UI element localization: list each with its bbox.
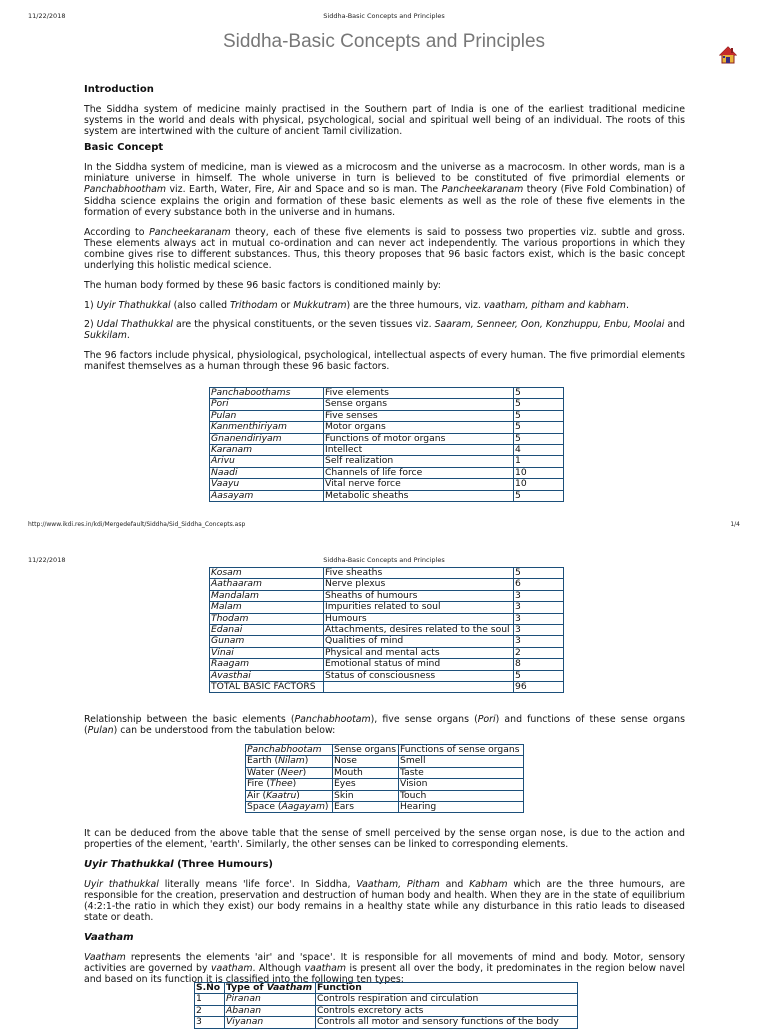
vaatham-function-cell: Controls excretory acts	[316, 1005, 578, 1016]
table-row	[195, 1005, 578, 1016]
sense-function-cell: Hearing	[399, 802, 524, 813]
factor-name-cell: Vinai	[210, 647, 324, 658]
sense-organ-cell: Nose	[333, 756, 399, 767]
table-row	[210, 602, 564, 613]
factor-description-cell: Status of consciousness	[324, 670, 514, 681]
humours-paragraph: Uyir thathukkal literally means 'life force'. In Siddha, Vaatham, Pitham and Kabham which are the three humours, are responsible for the creation, preservation and destruction of human body and health. When they are in the state of equilibrium (4:2:1-the ratio in which they exist) our body remains in a healthy state while any disturbance in this ratio leads to diseased state or death.	[84, 878, 685, 924]
basic-paragraph-3: The human body formed by these 96 basic factors is conditioned mainly by:	[84, 279, 441, 291]
sno-cell: 2	[195, 1005, 225, 1016]
factor-count-cell: 5	[514, 433, 564, 444]
factor-description-cell: Self realization	[324, 456, 514, 467]
factor-count-cell: 10	[514, 467, 564, 478]
factor-name-cell: Raagam	[210, 659, 324, 670]
factor-name-cell: Malam	[210, 602, 324, 613]
table-row	[210, 467, 564, 478]
sense-table-header-row	[246, 745, 524, 756]
footer-page-number: 1/4	[730, 521, 740, 528]
factor-description-cell: Five elements	[324, 388, 514, 399]
factor-description-cell: Sense organs	[324, 399, 514, 410]
factor-description-cell: Motor organs	[324, 422, 514, 433]
table-row	[210, 579, 564, 590]
factor-name-cell: Panchaboothams	[210, 388, 324, 399]
factor-name-cell: Mandalam	[210, 590, 324, 601]
col-functions-header: Functions of sense organs	[399, 745, 524, 756]
table-row	[210, 613, 564, 624]
factor-count-cell: 3	[514, 602, 564, 613]
factor-name-cell: Kosam	[210, 568, 324, 579]
vaatham-type-cell: Abanan	[225, 1005, 316, 1016]
sense-function-cell: Vision	[399, 779, 524, 790]
factor-description-cell: Attachments, desires related to the soul	[324, 625, 514, 636]
factor-count-cell: 5	[514, 410, 564, 421]
table-row	[210, 670, 564, 681]
factor-count-cell: 3	[514, 613, 564, 624]
vaatham-type-cell: Piranan	[225, 994, 316, 1005]
factor-description-cell: Functions of motor organs	[324, 433, 514, 444]
table-row	[210, 388, 564, 399]
page1-content	[84, 84, 685, 373]
factor-description-cell: Impurities related to soul	[324, 602, 514, 613]
factor-count-cell: 5	[514, 490, 564, 501]
total-label-cell: TOTAL BASIC FACTORS	[210, 682, 324, 693]
factor-description-cell: Qualities of mind	[324, 636, 514, 647]
table-row	[210, 490, 564, 501]
table-total-row	[210, 682, 564, 693]
factor-count-cell: 5	[514, 670, 564, 681]
factor-description-cell: Five sheaths	[324, 568, 514, 579]
element-cell: Earth (Nilam)	[246, 756, 333, 767]
col-type-header: Type of Vaatham	[225, 983, 316, 994]
sense-organ-cell: Skin	[333, 790, 399, 801]
table-row	[210, 659, 564, 670]
table-row	[195, 1017, 578, 1028]
sense-function-cell: Taste	[399, 767, 524, 778]
factor-name-cell: Pulan	[210, 410, 324, 421]
vaatham-type-cell: Viyanan	[225, 1017, 316, 1028]
basic-paragraph-6: The 96 factors include physical, physiological, psychological, intellectual aspects of every human. The five primordial elements manifest themselves as a human through these 96 basic factors.	[84, 350, 685, 373]
factors-table	[209, 387, 564, 502]
vaatham-types-table	[194, 982, 578, 1029]
table-row	[210, 625, 564, 636]
factor-name-cell: Thodam	[210, 613, 324, 624]
factor-count-cell: 3	[514, 636, 564, 647]
header-date: 11/22/2018	[28, 12, 66, 20]
header-date-page2: 11/22/2018	[28, 556, 66, 564]
factor-description-cell: Intellect	[324, 445, 514, 456]
home-icon[interactable]	[719, 46, 737, 64]
table-row	[210, 410, 564, 421]
basic-paragraph-4: 1) Uyir Thathukkal (also called Trithodam or Mukkutram) are the three humours, viz. vaatham, pitham and kabham.	[84, 299, 629, 311]
factor-description-cell: Channels of life force	[324, 467, 514, 478]
deduction-paragraph: It can be deduced from the above table that the sense of smell perceived by the sense organ nose, is due to the action and properties of the element, 'earth'. Similarly, the other senses can be linked to corresponding elements.	[84, 828, 685, 851]
footer-url: http://www.ikdi.res.in/kdi/Mergedefault/Siddha/Sid_Siddha_Concepts.asp	[28, 521, 246, 528]
table-row	[210, 456, 564, 467]
factor-count-cell: 8	[514, 659, 564, 670]
total-count-cell: 96	[514, 682, 564, 693]
sense-function-cell: Touch	[399, 790, 524, 801]
vaatham-paragraph: Vaatham represents the elements 'air' and 'space'. It is responsible for all movements of mind and body. Motor, sensory activities are governed by vaatham. Although vaatham is present all over the body, it predominates in the region below navel and based on its function it is classified into the following ten types:	[84, 951, 686, 986]
page2-content-b	[84, 828, 685, 985]
element-cell: Air (Kaatru)	[246, 790, 333, 801]
element-cell: Space (Aagayam)	[246, 802, 333, 813]
table-row	[246, 767, 524, 778]
factor-name-cell: Edanai	[210, 625, 324, 636]
factor-name-cell: Gunam	[210, 636, 324, 647]
factor-count-cell: 6	[514, 579, 564, 590]
table-row	[210, 647, 564, 658]
basic-paragraph-5: 2) Udal Thathukkal are the physical constituents, or the seven tissues viz. Saaram, Senneer, Oon, Konzhuppu, Enbu, Moolai and Sukkilam.	[84, 319, 685, 342]
element-cell: Fire (Thee)	[246, 779, 333, 790]
table-row	[210, 422, 564, 433]
sense-organs-table	[245, 744, 524, 813]
factor-count-cell: 5	[514, 388, 564, 399]
heading-introduction: Introduction	[84, 84, 154, 95]
factor-description-cell: Nerve plexus	[324, 579, 514, 590]
relationship-paragraph: Relationship between the basic elements (Panchabhootam), five sense organs (Pori) and functions of these sense organs (Pulan) can be understood from the tabulation below:	[84, 714, 685, 737]
heading-basic-concept: Basic Concept	[84, 142, 164, 154]
table-row	[210, 568, 564, 579]
table-row	[246, 779, 524, 790]
factor-description-cell: Physical and mental acts	[324, 647, 514, 658]
col-panchabhootam-header: Panchabhootam	[246, 745, 333, 756]
factor-name-cell: Kanmenthiriyam	[210, 422, 324, 433]
col-function-header: Function	[316, 983, 578, 994]
factor-count-cell: 3	[514, 590, 564, 601]
total-blank-cell	[324, 682, 514, 693]
sense-organ-cell: Mouth	[333, 767, 399, 778]
vaatham-function-cell: Controls respiration and circulation	[316, 994, 578, 1005]
page-title: Siddha-Basic Concepts and Principles	[222, 31, 546, 52]
table-row	[210, 479, 564, 490]
factor-name-cell: Vaayu	[210, 479, 324, 490]
basic-paragraph-1: In the Siddha system of medicine, man is viewed as a microcosm and the universe as a macrocosm. In other words, man is a miniature universe in himself. The whole universe in turn is believed to be constituted of five primordial elements or Panchabhootham viz. Earth, Water, Fire, Air and Space and so is man. The Pancheekaranam theory (Five Fold Combination) of Siddha science explains the origin and formation of these basic elements as well as the role of these five elements in the formation of every substance both in the universe and in humans.	[84, 162, 685, 218]
table-row	[210, 445, 564, 456]
factor-count-cell: 3	[514, 625, 564, 636]
table-row	[195, 994, 578, 1005]
sno-cell: 3	[195, 1017, 225, 1028]
factor-description-cell: Metabolic sheaths	[324, 490, 514, 501]
sense-function-cell: Smell	[399, 756, 524, 767]
factors-table-continued	[209, 567, 564, 693]
factor-description-cell: Sheaths of humours	[324, 590, 514, 601]
col-sense-organs-header: Sense organs	[333, 745, 399, 756]
sense-organ-cell: Eyes	[333, 779, 399, 790]
table-row	[210, 399, 564, 410]
table-row	[210, 590, 564, 601]
factor-count-cell: 1	[514, 456, 564, 467]
factor-description-cell: Emotional status of mind	[324, 659, 514, 670]
table-row	[246, 756, 524, 767]
table-row	[246, 790, 524, 801]
intro-paragraph: The Siddha system of medicine mainly practised in the Southern part of India is one of the earliest traditional medicine systems in the world and deals with physical, psychological, social and spiritual well being of an individual. The roots of this system are intertwined with the culture of ancient Tamil civilization.	[84, 103, 685, 138]
factor-count-cell: 5	[514, 568, 564, 579]
heading-vaatham: Vaatham	[84, 931, 134, 943]
factor-count-cell: 10	[514, 479, 564, 490]
factor-description-cell: Five senses	[324, 410, 514, 421]
vaatham-function-cell: Controls all motor and sensory functions of the body	[316, 1017, 578, 1028]
factor-description-cell: Vital nerve force	[324, 479, 514, 490]
col-sno-header: S.No	[195, 983, 225, 994]
factor-count-cell: 2	[514, 647, 564, 658]
factor-name-cell: Aathaaram	[210, 579, 324, 590]
basic-paragraph-2: According to Pancheekaranam theory, each of these five elements is said to possess two properties viz. subtle and gross. These elements always act in mutual co-ordination and can never act independently. The various proportions in which they combine gives rise to different substances. Thus, this theory proposes that 96 basic factors exist, which is the basic concept underlying this holistic medical science.	[84, 226, 685, 272]
factor-name-cell: Pori	[210, 399, 324, 410]
header-doc-title-page2: Siddha-Basic Concepts and Principles	[323, 556, 445, 564]
factor-name-cell: Naadi	[210, 467, 324, 478]
factor-count-cell: 5	[514, 399, 564, 410]
factor-name-cell: Karanam	[210, 445, 324, 456]
factor-count-cell: 5	[514, 422, 564, 433]
table-row	[210, 636, 564, 647]
factor-name-cell: Aasayam	[210, 490, 324, 501]
factor-description-cell: Humours	[324, 613, 514, 624]
page2-content-a	[84, 714, 685, 736]
header-doc-title: Siddha-Basic Concepts and Principles	[323, 12, 445, 20]
factor-name-cell: Arivu	[210, 456, 324, 467]
vaatham-table-header-row	[195, 983, 578, 994]
factor-name-cell: Gnanendiriyam	[210, 433, 324, 444]
sno-cell: 1	[195, 994, 225, 1005]
element-cell: Water (Neer)	[246, 767, 333, 778]
factor-count-cell: 4	[514, 445, 564, 456]
table-row	[246, 802, 524, 813]
sense-organ-cell: Ears	[333, 802, 399, 813]
heading-uyir-thathukkal: Uyir Thathukkal (Three Humours)	[84, 858, 273, 870]
factor-name-cell: Avasthai	[210, 670, 324, 681]
table-row	[210, 433, 564, 444]
